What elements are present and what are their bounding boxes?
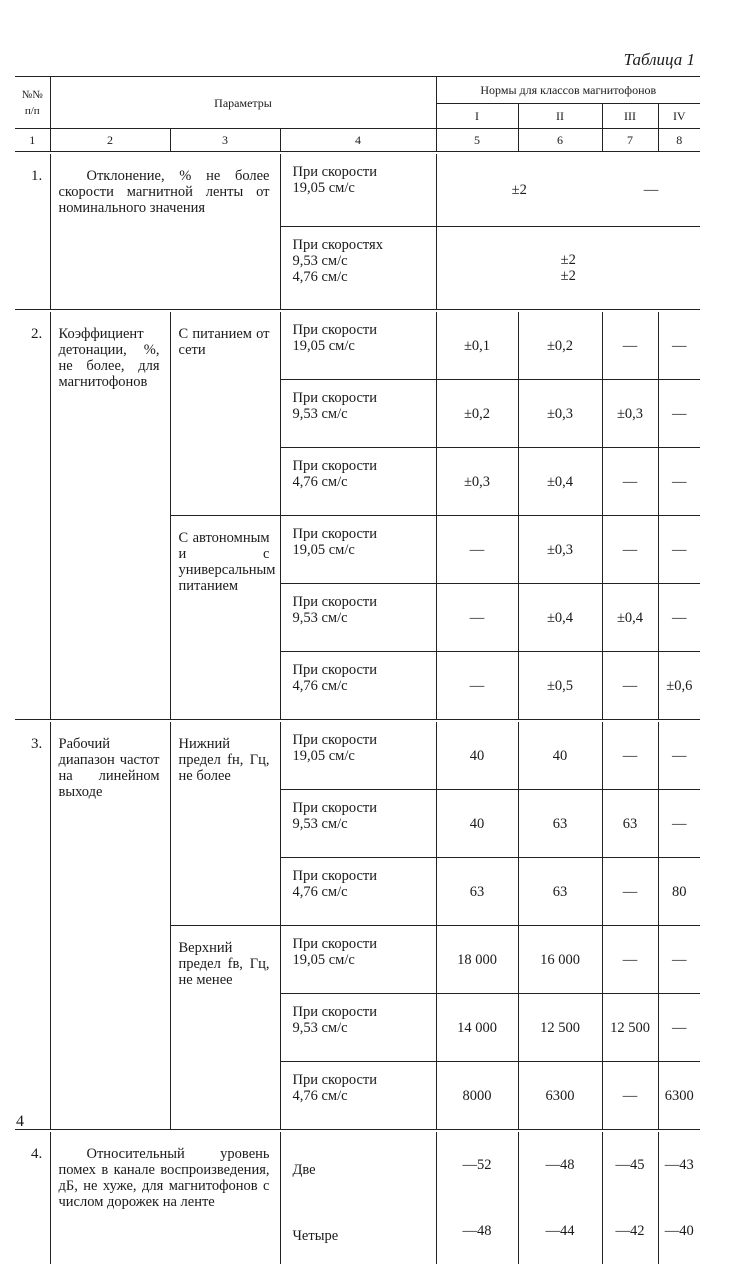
speed-label: При скорости 4,76 см/с bbox=[280, 858, 436, 926]
column-number: 5 bbox=[436, 129, 518, 152]
header-class: IV bbox=[658, 104, 700, 129]
value-cell: 63 bbox=[602, 790, 658, 858]
value-cell: — bbox=[658, 380, 700, 448]
value-cell: 40 bbox=[436, 722, 518, 790]
value-cell: ±0,2 bbox=[436, 380, 518, 448]
value-cell: — bbox=[658, 790, 700, 858]
value-cell: 8000 bbox=[436, 1062, 518, 1130]
value-cell: — bbox=[602, 516, 658, 584]
value-cell: ±0,3 bbox=[518, 516, 602, 584]
header-class: I bbox=[436, 104, 518, 129]
value-cell: — bbox=[602, 926, 658, 994]
value-cell: — bbox=[436, 652, 518, 720]
column-number: 7 bbox=[602, 129, 658, 152]
group-label: Верхний предел fв, Гц, не менее bbox=[170, 926, 280, 1130]
header-col-norms: Нормы для классов магнитофонов bbox=[436, 77, 700, 104]
value-cell: —48 bbox=[436, 1198, 518, 1264]
speed-label: При скорости 4,76 см/с bbox=[280, 1062, 436, 1130]
value-cell: 63 bbox=[436, 858, 518, 926]
value-cell: —44 bbox=[518, 1198, 602, 1264]
speed-label: При скорости 19,05 см/с bbox=[280, 926, 436, 994]
value-cell: 63 bbox=[518, 858, 602, 926]
parameter-label: Относительный уровень помех в канале воспроизведения, дБ, не хуже, для магнитофонов с числом дорожек на ленте bbox=[50, 1132, 280, 1264]
value-cell: — bbox=[602, 448, 658, 516]
value-cell: 6300 bbox=[518, 1062, 602, 1130]
value-cell: — bbox=[436, 516, 518, 584]
parameter-label: Рабочий диапазон частот на линейном выходе bbox=[50, 722, 170, 1130]
value-cell: — bbox=[643, 182, 659, 198]
value-cell: ±0,3 bbox=[436, 448, 518, 516]
speed-label: При скорости 19,05 см/с bbox=[280, 722, 436, 790]
norms-table bbox=[15, 76, 700, 1264]
value-cell: —48 bbox=[518, 1132, 602, 1198]
header-class: III bbox=[602, 104, 658, 129]
row-number: 3. bbox=[15, 722, 50, 1130]
speed-label: При скорости 19,05 см/с bbox=[280, 516, 436, 584]
value-cell: ±0,3 bbox=[518, 380, 602, 448]
value-cell: — bbox=[658, 926, 700, 994]
value-cell: 63 bbox=[518, 790, 602, 858]
column-number: 3 bbox=[170, 129, 280, 152]
value-cell: — bbox=[658, 516, 700, 584]
column-number: 8 bbox=[658, 129, 700, 152]
value-cell: ±0,6 bbox=[658, 652, 700, 720]
value-cell: —42 bbox=[602, 1198, 658, 1264]
value-cell: —45 bbox=[602, 1132, 658, 1198]
value-cell: ±0,5 bbox=[518, 652, 602, 720]
value-cell: — bbox=[658, 448, 700, 516]
value-cell: 12 500 bbox=[518, 994, 602, 1062]
value-cell: — bbox=[436, 584, 518, 652]
speed-label: При скорости 9,53 см/с bbox=[280, 994, 436, 1062]
value-cell: — bbox=[602, 652, 658, 720]
value-cell: — bbox=[602, 858, 658, 926]
value-cell: ±0,2 bbox=[518, 312, 602, 380]
row-number: 4. bbox=[15, 1132, 50, 1264]
speed-label: При скоростях 9,53 см/с 4,76 см/с bbox=[280, 227, 436, 310]
value-cell: —43 bbox=[664, 1157, 694, 1173]
value-cell: —40 bbox=[664, 1223, 694, 1239]
parameter-label: Коэффициент детонации, %, не более, для магнитофонов bbox=[50, 312, 170, 720]
merged-value: ±2 bbox=[511, 182, 527, 198]
row-number: 2. bbox=[15, 312, 50, 720]
speed-label: При скорости 4,76 см/с bbox=[280, 652, 436, 720]
value-cell: 12 500 bbox=[602, 994, 658, 1062]
column-number: 6 bbox=[518, 129, 602, 152]
value-cell: — bbox=[672, 747, 687, 764]
value-cell: ±0,4 bbox=[518, 584, 602, 652]
table-caption: Таблица 1 bbox=[623, 50, 695, 69]
header-col-no: №№ п/п bbox=[15, 77, 50, 129]
row-number: 1. bbox=[15, 154, 50, 310]
value-cell: 14 000 bbox=[436, 994, 518, 1062]
value-cell: — bbox=[658, 584, 700, 652]
merged-value: ±2 ±2 bbox=[436, 227, 700, 310]
value-cell: — bbox=[602, 312, 658, 380]
value-cell: — bbox=[602, 722, 658, 790]
column-number: 1 bbox=[15, 129, 50, 152]
value-cell: ±0,4 bbox=[518, 448, 602, 516]
value-cell: — bbox=[602, 1062, 658, 1130]
parameter-label: Отклонение, % не более скорости магнитной ленты от номинального значения bbox=[50, 154, 280, 310]
column-number: 4 bbox=[280, 129, 436, 152]
speed-label: При скорости 9,53 см/с bbox=[280, 584, 436, 652]
value-cell: — bbox=[672, 337, 687, 354]
value-cell: —52 bbox=[436, 1132, 518, 1198]
speed-label: При скорости 19,05 см/с bbox=[280, 154, 436, 227]
page-number: 4 bbox=[16, 1113, 24, 1130]
column-number: 2 bbox=[50, 129, 170, 152]
value-cell: 40 bbox=[518, 722, 602, 790]
value-cell: ±0,3 bbox=[602, 380, 658, 448]
speed-label: Две bbox=[280, 1132, 436, 1198]
group-label: Нижний предел fн, Гц, не более bbox=[170, 722, 280, 926]
group-label: С автономным и с универсальным питанием bbox=[170, 516, 280, 720]
speed-label: При скорости 9,53 см/с bbox=[280, 380, 436, 448]
group-label: С питанием от сети bbox=[170, 312, 280, 516]
value-cell: 40 bbox=[436, 790, 518, 858]
value-cell: 6300 bbox=[658, 1062, 700, 1130]
header-class: II bbox=[518, 104, 602, 129]
value-cell: ±0,1 bbox=[436, 312, 518, 380]
speed-label: При скорости 19,05 см/с bbox=[280, 312, 436, 380]
speed-label: Четыре bbox=[280, 1198, 436, 1264]
speed-label: При скорости 9,53 см/с bbox=[280, 790, 436, 858]
value-cell: 80 bbox=[658, 858, 700, 926]
header-col-params: Параметры bbox=[50, 77, 436, 129]
speed-label: При скорости 4,76 см/с bbox=[280, 448, 436, 516]
value-cell: ±0,4 bbox=[602, 584, 658, 652]
value-cell: — bbox=[658, 994, 700, 1062]
value-cell: 16 000 bbox=[518, 926, 602, 994]
value-cell: 18 000 bbox=[436, 926, 518, 994]
